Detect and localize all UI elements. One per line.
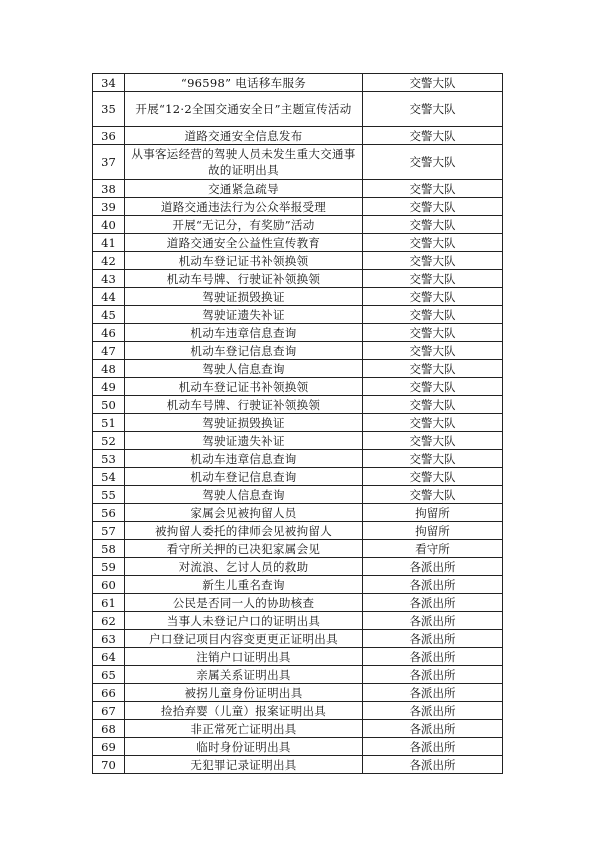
department-cell: 交警大队 [363, 324, 503, 342]
row-number-cell: 55 [93, 486, 125, 504]
service-item-cell: 机动车违章信息查询 [125, 450, 363, 468]
service-item-cell: 注销户口证明出具 [125, 648, 363, 666]
service-item-cell: 驾驶人信息查询 [125, 486, 363, 504]
service-item-cell: 户口登记项目内容变更更正证明出具 [125, 630, 363, 648]
row-number-cell: 36 [93, 127, 125, 145]
service-item-cell: 道路交通安全信息发布 [125, 127, 363, 145]
row-number-cell: 37 [93, 145, 125, 180]
service-item-cell: 开展“12·2全国交通安全日”主题宣传活动 [125, 92, 363, 127]
table-row [93, 486, 503, 504]
department-cell: 交警大队 [363, 432, 503, 450]
service-item-cell: 被拐儿童身份证明出具 [125, 684, 363, 702]
row-number-cell: 34 [93, 74, 125, 92]
department-cell: 交警大队 [363, 450, 503, 468]
row-number-cell: 39 [93, 198, 125, 216]
service-item-cell: 家属会见被拘留人员 [125, 504, 363, 522]
department-cell: 交警大队 [363, 127, 503, 145]
service-item-cell: 驾驶证遗失补证 [125, 306, 363, 324]
table-body [93, 74, 503, 774]
service-item-cell: 机动车登记证书补领换领 [125, 378, 363, 396]
department-cell: 交警大队 [363, 414, 503, 432]
service-item-cell: 临时身份证明出具 [125, 738, 363, 756]
department-cell: 各派出所 [363, 558, 503, 576]
service-item-cell: 机动车违章信息查询 [125, 324, 363, 342]
department-cell: 交警大队 [363, 396, 503, 414]
department-cell: 交警大队 [363, 216, 503, 234]
department-cell: 各派出所 [363, 576, 503, 594]
row-number-cell: 60 [93, 576, 125, 594]
service-item-cell: 驾驶人信息查询 [125, 360, 363, 378]
row-number-cell: 47 [93, 342, 125, 360]
table-row [93, 756, 503, 774]
row-number-cell: 61 [93, 594, 125, 612]
table-row [93, 378, 503, 396]
service-item-cell: 开展“无记分，有奖励”活动 [125, 216, 363, 234]
service-item-cell: 新生儿重名查询 [125, 576, 363, 594]
service-item-cell: 亲属关系证明出具 [125, 666, 363, 684]
row-number-cell: 42 [93, 252, 125, 270]
department-cell: 各派出所 [363, 630, 503, 648]
table-row [93, 558, 503, 576]
department-cell: 拘留所 [363, 522, 503, 540]
row-number-cell: 68 [93, 720, 125, 738]
row-number-cell: 38 [93, 180, 125, 198]
table-row [93, 180, 503, 198]
row-number-cell: 46 [93, 324, 125, 342]
service-item-cell: 驾驶证遗失补证 [125, 432, 363, 450]
table-row [93, 234, 503, 252]
row-number-cell: 56 [93, 504, 125, 522]
department-cell: 交警大队 [363, 342, 503, 360]
service-item-cell: 机动车号牌、行驶证补领换领 [125, 396, 363, 414]
service-item-cell: 看守所关押的已决犯家属会见 [125, 540, 363, 558]
table-row [93, 92, 503, 127]
service-item-cell: 被拘留人委托的律师会见被拘留人 [125, 522, 363, 540]
service-item-cell: “96598” 电话移车服务 [125, 74, 363, 92]
department-cell: 交警大队 [363, 306, 503, 324]
row-number-cell: 53 [93, 450, 125, 468]
table-row [93, 630, 503, 648]
row-number-cell: 40 [93, 216, 125, 234]
row-number-cell: 69 [93, 738, 125, 756]
department-cell: 交警大队 [363, 234, 503, 252]
row-number-cell: 35 [93, 92, 125, 127]
row-number-cell: 54 [93, 468, 125, 486]
service-item-cell: 驾驶证损毁换证 [125, 288, 363, 306]
table-row [93, 342, 503, 360]
department-cell: 看守所 [363, 540, 503, 558]
department-cell: 交警大队 [363, 180, 503, 198]
table-row [93, 684, 503, 702]
department-cell: 交警大队 [363, 198, 503, 216]
row-number-cell: 66 [93, 684, 125, 702]
table-row [93, 127, 503, 145]
row-number-cell: 50 [93, 396, 125, 414]
department-cell: 交警大队 [363, 468, 503, 486]
table-row [93, 702, 503, 720]
table-row [93, 216, 503, 234]
service-item-cell: 机动车号牌、行驶证补领换领 [125, 270, 363, 288]
table-row [93, 576, 503, 594]
department-cell: 各派出所 [363, 756, 503, 774]
department-cell: 交警大队 [363, 486, 503, 504]
row-number-cell: 63 [93, 630, 125, 648]
table-row [93, 360, 503, 378]
service-item-cell: 机动车登记证书补领换领 [125, 252, 363, 270]
department-cell: 各派出所 [363, 684, 503, 702]
service-item-cell: 机动车登记信息查询 [125, 342, 363, 360]
department-cell: 交警大队 [363, 92, 503, 127]
table-row [93, 145, 503, 180]
row-number-cell: 43 [93, 270, 125, 288]
service-item-cell: 非正常死亡证明出具 [125, 720, 363, 738]
row-number-cell: 57 [93, 522, 125, 540]
department-cell: 交警大队 [363, 74, 503, 92]
department-cell: 交警大队 [363, 288, 503, 306]
department-cell: 各派出所 [363, 612, 503, 630]
table-row [93, 504, 503, 522]
department-cell: 交警大队 [363, 270, 503, 288]
row-number-cell: 64 [93, 648, 125, 666]
table-row [93, 252, 503, 270]
table-row [93, 306, 503, 324]
table-row [93, 198, 503, 216]
table-row [93, 74, 503, 92]
service-list-table [92, 73, 503, 774]
department-cell: 交警大队 [363, 145, 503, 180]
row-number-cell: 70 [93, 756, 125, 774]
table-row [93, 288, 503, 306]
table-row [93, 432, 503, 450]
row-number-cell: 52 [93, 432, 125, 450]
row-number-cell: 45 [93, 306, 125, 324]
service-list-table-container [92, 73, 502, 774]
service-item-cell: 驾驶证损毁换证 [125, 414, 363, 432]
table-row [93, 648, 503, 666]
row-number-cell: 65 [93, 666, 125, 684]
department-cell: 拘留所 [363, 504, 503, 522]
table-row [93, 468, 503, 486]
service-item-cell: 无犯罪记录证明出具 [125, 756, 363, 774]
table-row [93, 396, 503, 414]
department-cell: 各派出所 [363, 594, 503, 612]
table-row [93, 540, 503, 558]
table-row [93, 738, 503, 756]
table-row [93, 324, 503, 342]
row-number-cell: 48 [93, 360, 125, 378]
department-cell: 交警大队 [363, 252, 503, 270]
row-number-cell: 49 [93, 378, 125, 396]
row-number-cell: 51 [93, 414, 125, 432]
table-row [93, 522, 503, 540]
service-item-cell: 从事客运经营的驾驶人员未发生重大交通事故的证明出具 [125, 145, 363, 180]
service-item-cell: 当事人未登记户口的证明出具 [125, 612, 363, 630]
table-row [93, 270, 503, 288]
department-cell: 交警大队 [363, 360, 503, 378]
table-row [93, 720, 503, 738]
service-item-cell: 交通紧急疏导 [125, 180, 363, 198]
row-number-cell: 58 [93, 540, 125, 558]
department-cell: 各派出所 [363, 648, 503, 666]
service-item-cell: 捡拾弃婴（儿童）报案证明出具 [125, 702, 363, 720]
row-number-cell: 44 [93, 288, 125, 306]
row-number-cell: 59 [93, 558, 125, 576]
department-cell: 各派出所 [363, 666, 503, 684]
row-number-cell: 62 [93, 612, 125, 630]
table-row [93, 612, 503, 630]
department-cell: 各派出所 [363, 720, 503, 738]
table-row [93, 414, 503, 432]
row-number-cell: 41 [93, 234, 125, 252]
table-row [93, 594, 503, 612]
service-item-cell: 机动车登记信息查询 [125, 468, 363, 486]
service-item-cell: 道路交通违法行为公众举报受理 [125, 198, 363, 216]
department-cell: 各派出所 [363, 702, 503, 720]
row-number-cell: 67 [93, 702, 125, 720]
table-row [93, 666, 503, 684]
service-item-cell: 公民是否同一人的协助核查 [125, 594, 363, 612]
department-cell: 交警大队 [363, 378, 503, 396]
department-cell: 各派出所 [363, 738, 503, 756]
table-row [93, 450, 503, 468]
service-item-cell: 道路交通安全公益性宣传教育 [125, 234, 363, 252]
service-item-cell: 对流浪、乞讨人员的救助 [125, 558, 363, 576]
